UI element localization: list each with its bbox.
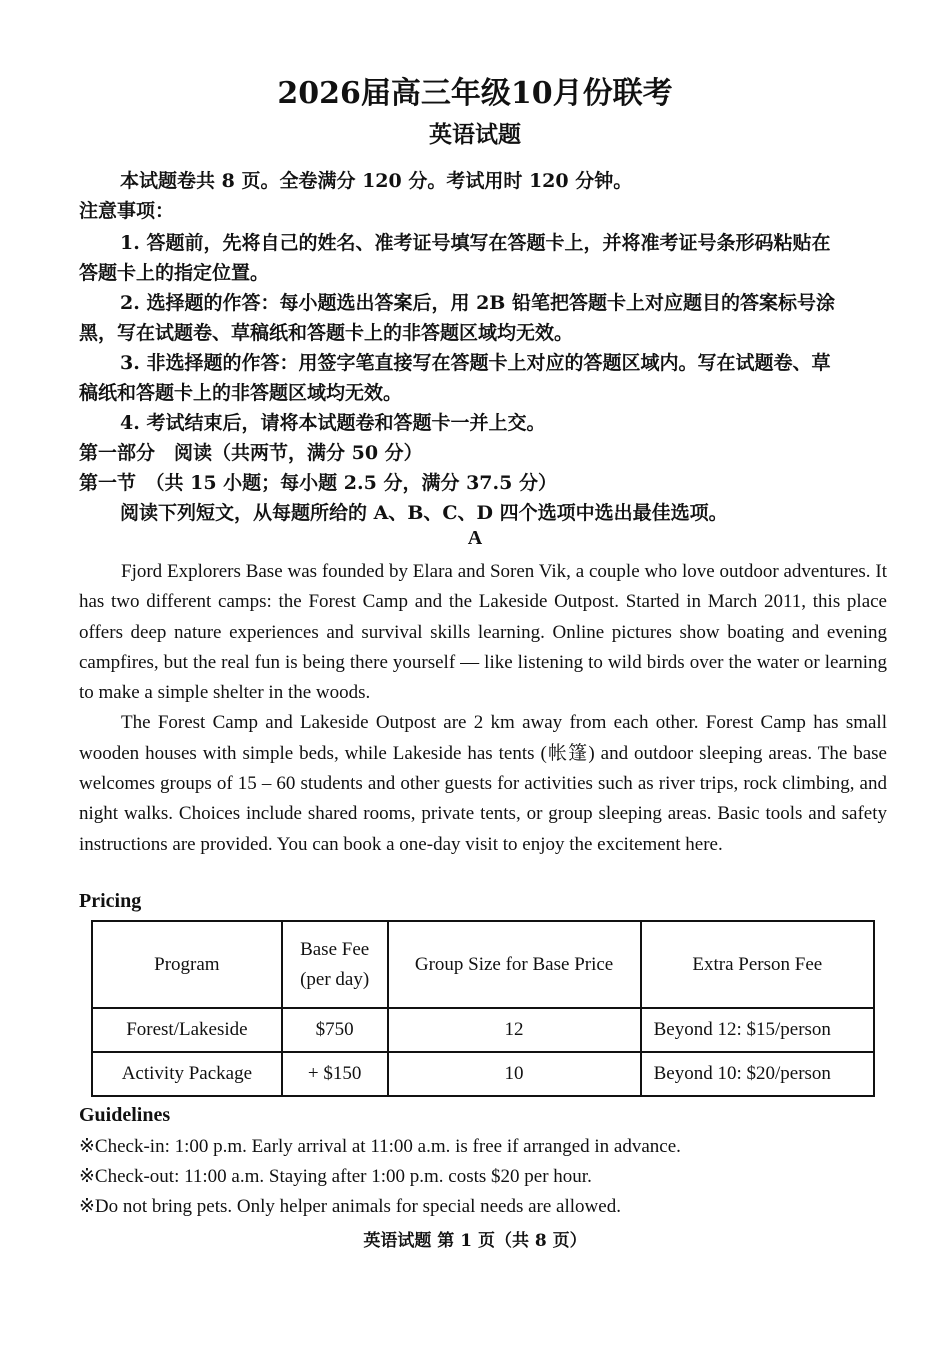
cell-program: Forest/Lakeside	[92, 1008, 282, 1052]
reading-instruction: 阅读下列短文，从每题所给的 A、B、C、D 四个选项中选出最佳选项。	[120, 502, 728, 524]
passage-body	[79, 557, 887, 860]
notice-item-2-line2: 黑，写在试题卷、草稿纸和答题卡上的非答题区域均无效。	[79, 322, 574, 344]
notice-item-3-line2: 稿纸和答题卡上的非答题区域均无效。	[79, 382, 403, 404]
cell-extra-fee: Beyond 12: $15/person	[641, 1008, 874, 1052]
table-header-row	[92, 921, 874, 1008]
cell-program: Activity Package	[92, 1052, 282, 1096]
notice-item-2-line1: 2. 选择题的作答：每小题选出答案后，用 2B 铅笔把答题卡上对应题目的答案标号涂	[120, 292, 835, 314]
pricing-heading: Pricing	[79, 890, 142, 912]
cell-base-fee: + $150	[282, 1052, 388, 1096]
notice-item-4-line1: 4. 考试结束后，请将本试题卷和答题卡一并上交。	[120, 412, 546, 434]
header-base-fee-line1: Base Fee	[300, 938, 370, 960]
cell-group-size: 12	[388, 1008, 641, 1052]
exam-summary: 本试题卷共 8 页。全卷满分 120 分。考试用时 120 分钟。	[120, 170, 633, 192]
notice-item-1-line1: 1. 答题前，先将自己的姓名、准考证号填写在答题卡上，并将准考证号条形码粘贴在	[120, 232, 831, 254]
table-row	[92, 1008, 874, 1052]
header-group-size: Group Size for Base Price	[388, 921, 641, 1008]
passage-label: A	[467, 527, 483, 549]
header-base-fee	[282, 921, 388, 1008]
header-program: Program	[92, 921, 282, 1008]
header-extra-fee: Extra Person Fee	[641, 921, 874, 1008]
table-row	[92, 1052, 874, 1096]
part-title: 第一部分 阅读（共两节，满分 50 分）	[79, 442, 423, 464]
section-title: 第一节 （共 15 小题；每小题 2.5 分，满分 37.5 分）	[79, 472, 557, 494]
cell-extra-fee: Beyond 10: $20/person	[641, 1052, 874, 1096]
guideline-checkin: ※Check-in: 1:00 p.m. Early arrival at 11:00 a.m. is free if arranged in advance.	[79, 1136, 681, 1157]
page-footer: 英语试题 第 1 页（共 8 页）	[363, 1231, 587, 1251]
cell-base-fee: $750	[282, 1008, 388, 1052]
guideline-pets: ※Do not bring pets. Only helper animals for special needs are allowed.	[79, 1196, 621, 1217]
notice-item-1-line2: 答题卡上的指定位置。	[79, 262, 270, 284]
header-base-fee-line2: (per day)	[300, 968, 370, 990]
passage-paragraph-2: The Forest Camp and Lakeside Outpost are 2 km away from each other. Forest Camp has small wooden houses with simple beds, while Lakeside has tents (帐篷) and outdoor sleeping areas. The base welcomes groups of 15 – 60 students and other guests for activities such as river trips, rock climbing, and night walks. Choices include shared rooms, private tents, or group sleeping areas. Basic tools and safety instructions are provided. You can book a one-day visit to enjoy the excitement here.	[79, 712, 887, 855]
exam-subtitle: 英语试题	[429, 121, 521, 148]
cell-group-size: 10	[388, 1052, 641, 1096]
guideline-checkout: ※Check-out: 11:00 a.m. Staying after 1:00 p.m. costs $20 per hour.	[79, 1166, 592, 1187]
notice-item-3-line1: 3. 非选择题的作答：用签字笔直接写在答题卡上对应的答题区域内。写在试题卷、草	[120, 352, 831, 374]
pricing-table	[91, 920, 875, 1097]
exam-title: 2026届高三年级10月份联考	[277, 76, 673, 111]
guidelines-heading: Guidelines	[79, 1104, 171, 1126]
passage-paragraph-1: Fjord Explorers Base was founded by Elara and Soren Vik, a couple who love outdoor adventures. It has two different camps: the Forest Camp and the Lakeside Outpost. Started in March 2011, this place offers deep nature experiences and survival skills learning. Online pictures show boating and evening campfires, but the real fun is being there yourself — like listening to wild birds over the water or learning to make a simple shelter in the woods.	[79, 561, 887, 704]
notice-heading: 注意事项：	[79, 200, 175, 222]
